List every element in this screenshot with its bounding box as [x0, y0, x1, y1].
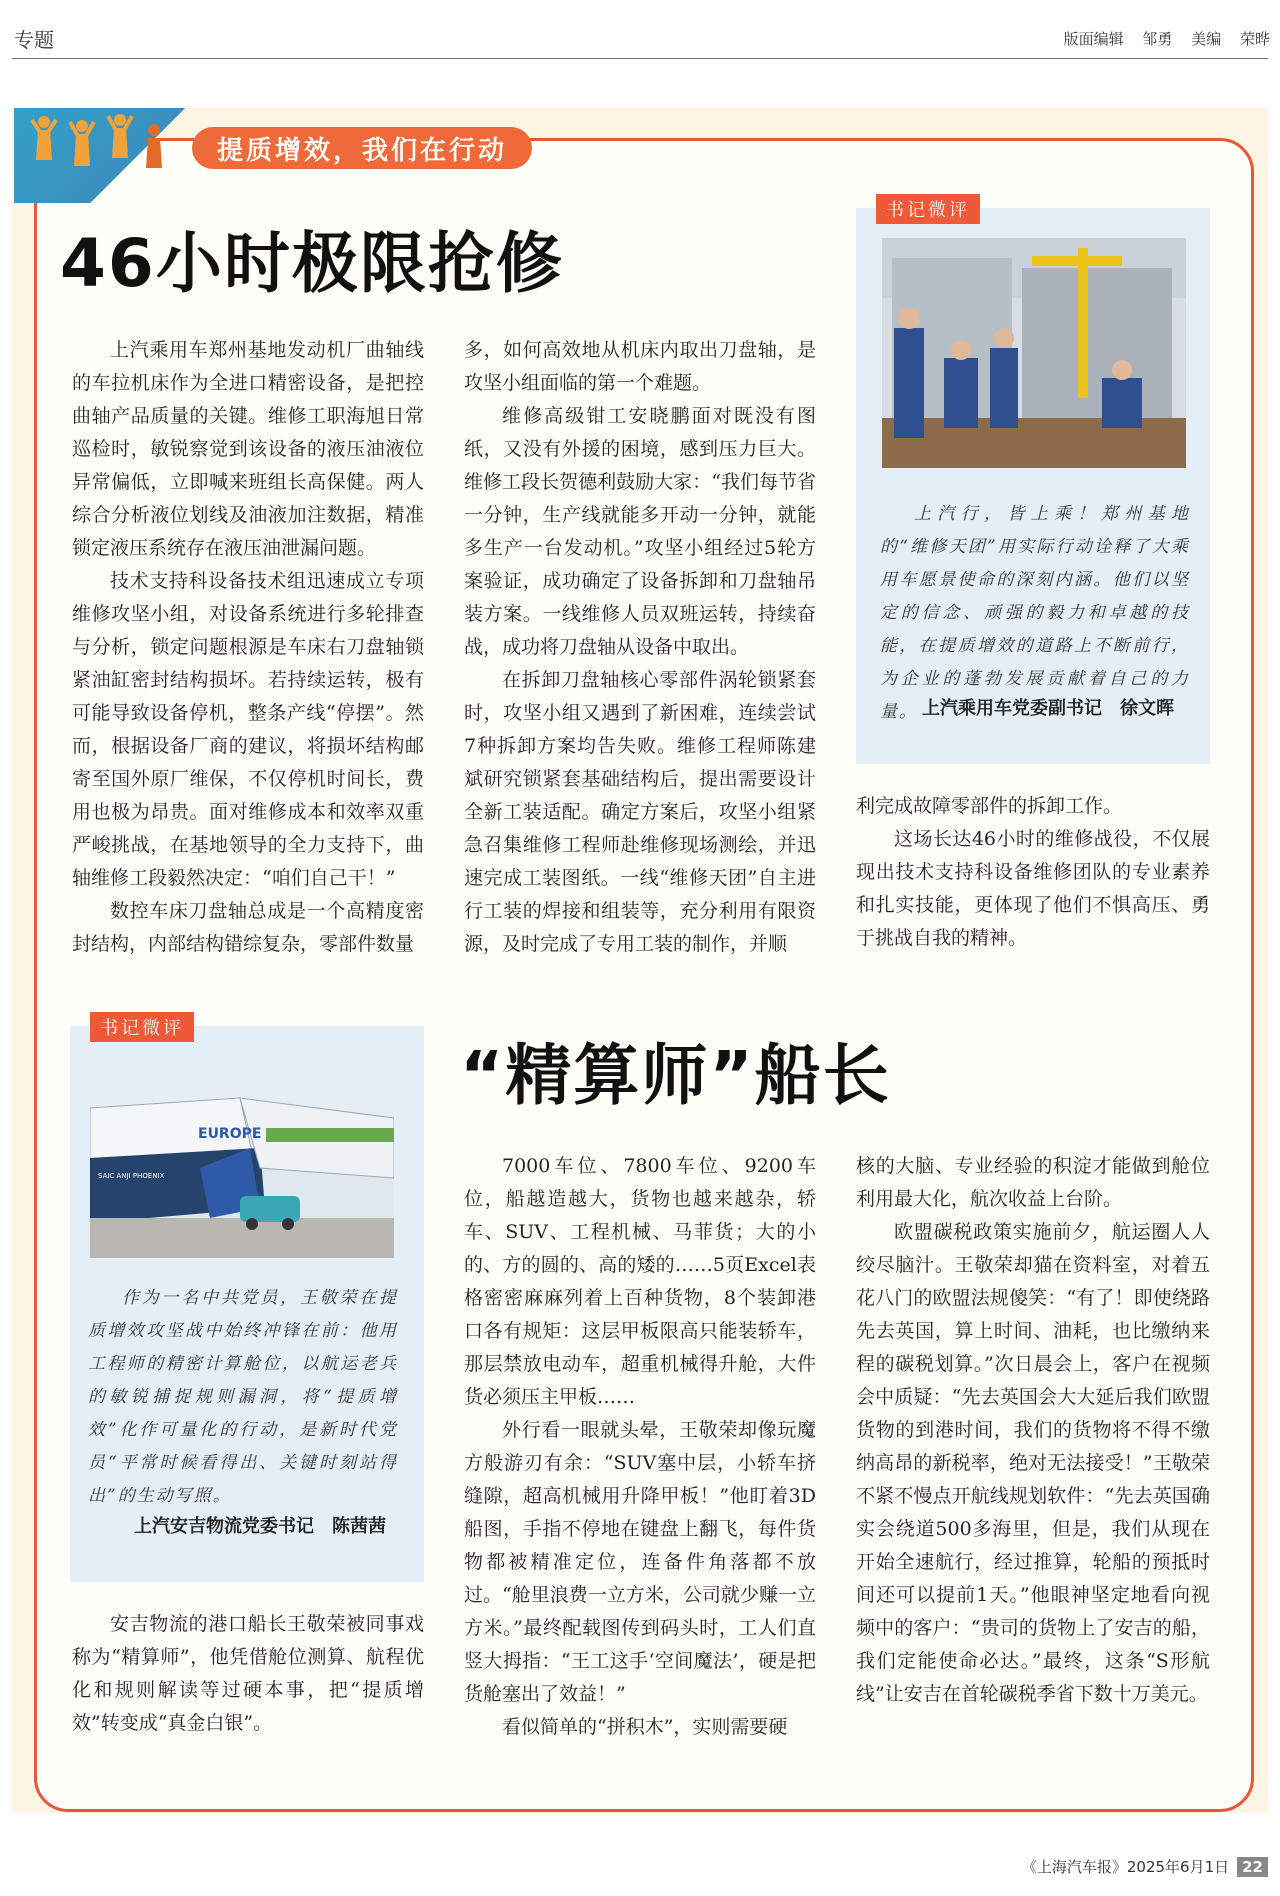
credit-role: 美编 [1191, 30, 1222, 48]
credit-name: 荣晔 [1239, 30, 1270, 48]
page-number: 22 [1237, 1857, 1268, 1877]
paragraph: 核的大脑、专业经验的积淀才能做到舱位利用最大化，航次收益上台阶。 [856, 1155, 1210, 1210]
credit-name: 邹勇 [1142, 30, 1173, 48]
credit-role: 版面编辑 [1063, 30, 1124, 48]
article1-title: 46小时极限抢修 [60, 225, 564, 302]
banner-decoration [14, 108, 204, 203]
ship-name: EUROPE [198, 1126, 262, 1142]
paragraph: 看似简单的“拼积木”，实则需要硬 [502, 1716, 788, 1738]
article2-column-1 [72, 1608, 424, 1740]
article1-column-2 [464, 334, 816, 961]
comment-tag: 书记微评 [876, 194, 980, 224]
dancers-icon [24, 110, 174, 190]
page-footer [1022, 1856, 1268, 1877]
article2-column-2 [464, 1150, 816, 1744]
comment-signature: 上汽乘用车党委副书记 徐文晖 [922, 698, 1174, 719]
article1-column-1 [72, 334, 424, 961]
paragraph: 7000车位、7800车位、9200车位，船越造越大，货物也越来越杂，轿车、SUV、工程机械、马菲货；大的小的、方的圆的、高的矮的……5页Excel表格密密麻麻列着上百种货物，8个装卸港口各有规矩：这层甲板限高只能装轿车，那层禁放电动车，超重机械得升舱，大件货必须压主甲板…… [464, 1155, 816, 1408]
article2-column-3 [856, 1150, 1210, 1711]
comment-tag: 书记微评 [90, 1012, 194, 1042]
comment-paragraph: 上汽行，皆上乘！郑州基地的“维修天团”用实际行动诠释了大乘用车愿景使命的深刻内涵。他们以坚定的信念、顽强的毅力和卓越的技能，在提质增效的道路上不断前行，为企业的蓬勃发展贡献着自己的力量。 [880, 504, 1190, 722]
newspaper-date: 《上海汽车报》2025年6月1日 [1021, 1858, 1230, 1876]
paragraph: 维修高级钳工安晓鹏面对既没有图纸，又没有外援的困境，感到压力巨大。维修工段长贺德利鼓励大家：“我们每节省一分钟，生产线就能多开动一分钟，就能多生产一台发动机。”攻坚小组经过5轮方案验证，成功确定了设备拆卸和刀盘轴吊装方案。一线维修人员双班运转，持续奋战，成功将刀盘轴从设备中取出。 [464, 405, 816, 658]
paragraph: 安吉物流的港口船长王敬荣被同事戏称为“精算师”，他凭借舱位测算、航程优化和规则解读等过硬本事，把“提质增效”转变成“真金白银”。 [72, 1613, 424, 1734]
paragraph: 数控车床刀盘轴总成是一个高精度密封结构，内部结构错综复杂，零部件数量 [72, 900, 424, 955]
section-label: 专题 [14, 28, 54, 52]
paragraph: 技术支持科设备技术组迅速成立专项维修攻坚小组，对设备系统进行多轮排查与分析，锁定问题根源是车床右刀盘轴锁紧油缸密封结构损坏。若持续运转，极有可能导致设备停机，整条产线“停摆”。然而，根据设备厂商的建议，将损坏结构邮寄至国外原厂维保，不仅停机时间长，费用也极为昂贵。面对维修成本和效率双重严峻挑战，在基地领导的全力支持下，曲轴维修工段毅然决定：“咱们自己干！” [72, 570, 424, 889]
paragraph: 多，如何高效地从机床内取出刀盘轴，是攻坚小组面临的第一个难题。 [464, 339, 816, 394]
comment-paragraph: 作为一名中共党员，王敬荣在提质增效攻坚战中始终冲锋在前：他用工程师的精密计算舱位，以航运老兵的敏锐捕捉规则漏洞，将“提质增效”化作可量化的行动，是新时代党员“平常时候看得出、关键时刻站得出”的生动写照。 [88, 1288, 398, 1506]
paragraph: 上汽乘用车郑州基地发动机厂曲轴线的车拉机床作为全进口精密设备，是把控曲轴产品质量的关键。维修工职海旭日常巡检时，敏锐察觉到该设备的液压油液位异常偏低，立即喊来班组长高保健。两人综合分析液位划线及油液加注数据，精准锁定液压系统存在液压油泄漏问题。 [72, 339, 424, 559]
comment-signature: 上汽安吉物流党委书记 陈茜茜 [134, 1516, 386, 1537]
article1-column-3 [856, 790, 1210, 955]
car-carrier-ship-photo [90, 1058, 394, 1258]
campaign-slogan: 提质增效，我们在行动 [192, 127, 532, 169]
paragraph: 外行看一眼就头晕，王敬荣却像玩魔方般游刃有余：“SUV塞中层，小轿车挤缝隙，超高机械用升降甲板！”他盯着3D船图，手指不停地在键盘上翻飞，每件货物都被精准定位，连备件角落都不放过。“舱里浪费一立方米，公司就少赚一立方米。”最终配载图传到码头时，工人们直竖大拇指：“王工这手‘空间魔法’，硬是把货舱塞出了效益！” [464, 1419, 816, 1705]
header-divider [12, 58, 1268, 59]
paragraph: 在拆卸刀盘轴核心零部件涡轮锁紧套时，攻坚小组又遇到了新困难，连续尝试7种拆卸方案均告失败。维修工程师陈建斌研究锁紧套基础结构后，提出需要设计全新工装适配。确定方案后，攻坚小组紧急召集维修工程师赴维修现场测绘，并迅速完成工装图纸。一线“维修天团”自主进行工装的焊接和组装等，充分利用有限资源，及时完成了专用工装的制作，并顺 [464, 669, 816, 955]
credits [1050, 28, 1270, 49]
paragraph: 利完成故障零部件的拆卸工作。 [856, 795, 1123, 817]
repair-workshop-photo [882, 238, 1186, 468]
article2-title: “精算师”船长 [460, 1037, 891, 1114]
paragraph: 这场长达46小时的维修战役，不仅展现出技术支持科设备维修团队的专业素养和扎实技能，更体现了他们不惧高压、勇于挑战自我的精神。 [856, 828, 1210, 949]
ship-subname: SAIC ANJI PHOENIX [98, 1172, 165, 1180]
paragraph: 欧盟碳税政策实施前夕，航运圈人人绞尽脑汁。王敬荣却猫在资料室，对着五花八门的欧盟法规傻笑：“有了！即使绕路先去英国，算上时间、油耗，也比缴纳来程的碳税划算。”次日晨会上，客户在视频会中质疑：“先去英国会大大延后我们欧盟货物的到港时间，我们的货物将不得不缴纳高昂的新税率，绝对无法接受！”王敬荣不紧不慢点开航线规划软件：“先去英国确实会绕道500多海里，但是，我们从现在开始全速航行，经过推算，轮船的预抵时间还可以提前1天。”他眼神坚定地看向视频中的客户：“贵司的货物上了安吉的船，我们定能使命必达。”最终，这条“S形航线”让安吉在首轮碳税季省下数十万美元。 [856, 1221, 1210, 1705]
comment-text [88, 1282, 398, 1513]
